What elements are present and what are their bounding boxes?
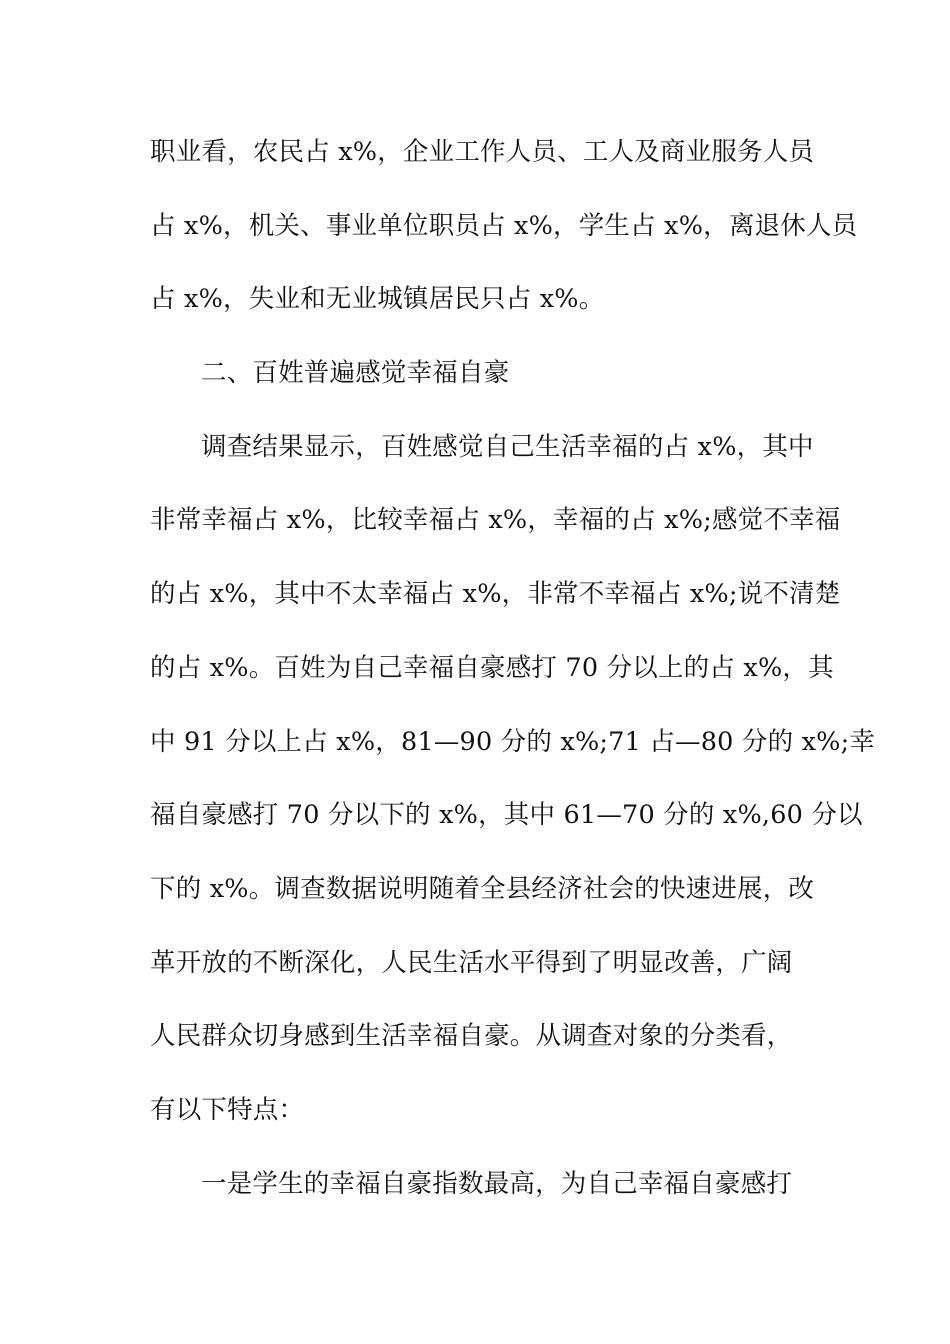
paragraph-line: 中 91 分以上占 x%，81—90 分的 x%;71 占—80 分的 x%;幸	[150, 726, 876, 757]
paragraph-line: 的占 x%。百姓为自己幸福自豪感打 70 分以上的占 x%，其	[150, 652, 834, 683]
paragraph-line: 一是学生的幸福自豪指数最高，为自己幸福自豪感打	[201, 1168, 793, 1199]
paragraph-line: 职业看，农民占 x%，企业工作人员、工人及商业服务人员	[150, 137, 815, 167]
paragraph-line: 非常幸福占 x%，比较幸福占 x%，幸福的占 x%;感觉不幸福	[150, 505, 841, 536]
paragraph-line: 下的 x%。调查数据说明随着全县经济社会的快速进展，改	[150, 873, 815, 904]
paragraph-line: 人民群众切身感到生活幸福自豪。从调查对象的分类看，	[150, 1021, 793, 1052]
paragraph-line: 调查结果显示，百姓感觉自己生活幸福的占 x%，其中	[201, 431, 814, 462]
paragraph-line: 占 x%，失业和无业城镇居民只占 x%。	[150, 284, 605, 315]
paragraph-line: 有以下特点：	[150, 1094, 305, 1125]
paragraph-line: 占 x%，机关、事业单位职员占 x%，学生占 x%，离退休人员	[150, 210, 858, 241]
paragraph-line: 福自豪感打 70 分以下的 x%，其中 61—70 分的 x%,60 分以	[150, 800, 863, 831]
paragraph-line: 的占 x%，其中不太幸福占 x%，非常不幸福占 x%;说不清楚	[150, 579, 841, 610]
paragraph-line: 革开放的不断深化，人民生活水平得到了明显改善，广阔	[150, 947, 793, 978]
section-heading: 二、百姓普遍感觉幸福自豪	[201, 358, 510, 389]
body-text	[150, 128, 876, 1233]
